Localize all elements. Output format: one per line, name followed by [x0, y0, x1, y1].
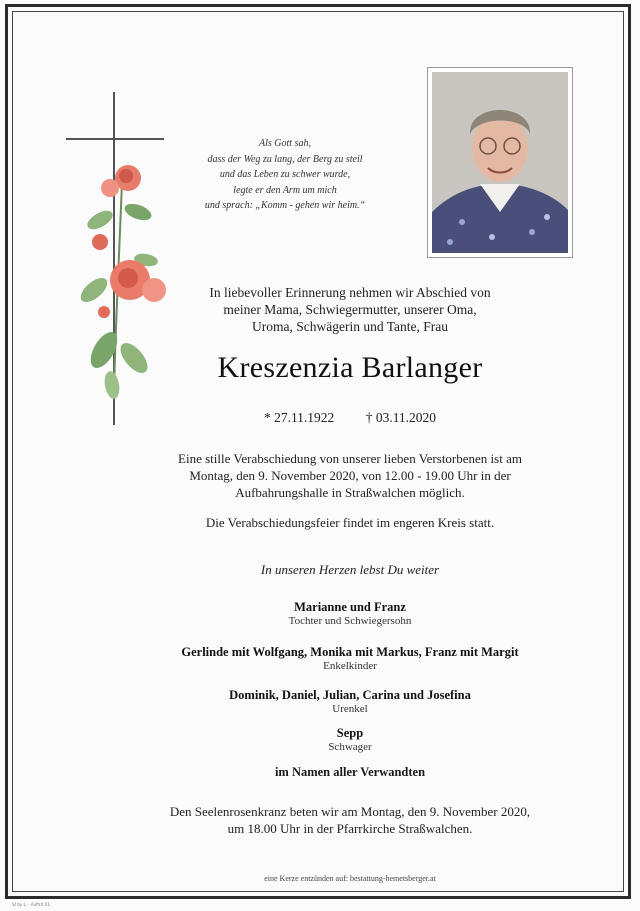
family-relation: Tochter und Schwiegersohn: [288, 615, 412, 627]
portrait-photo: [432, 72, 568, 253]
family-names: Dominik, Daniel, Julian, Carina und Josefina: [229, 688, 471, 702]
closing-text: im Namen aller Verwandten: [274, 765, 426, 779]
farewell-line: Aufbahrungshalle in Straßwalchen möglich.: [235, 485, 465, 500]
portrait-frame: [427, 67, 573, 258]
intro-line: Uroma, Schwägerin und Tante, Frau: [251, 319, 448, 334]
poem-line: und das Leben zu schwer wurde,: [219, 169, 351, 180]
family-relation: Enkelkinder: [323, 660, 377, 672]
death-date: † 03.11.2020: [365, 410, 437, 425]
poem-line: Als Gott sah,: [259, 138, 311, 149]
intro-text: [140, 284, 560, 335]
footer-link[interactable]: eine Kerze entzünden auf: bestattung-hemetsberger.at: [264, 874, 436, 883]
family-group: [140, 688, 560, 715]
farewell-text: [140, 450, 560, 501]
rosary-line: um 18.00 Uhr in der Pfarrkirche Straßwalchen.: [227, 821, 473, 836]
ceremony-text: Die Verabschiedungsfeier findet im engeren Kreis statt.: [205, 515, 495, 530]
deceased-name: Kreszenzia Barlanger: [217, 351, 483, 384]
intro-line: meiner Mama, Schwiegermutter, unserer Oma,: [223, 302, 477, 317]
poem-line: legte er den Arm um mich: [233, 184, 337, 196]
poem-line: dass der Weg zu lang, der Berg zu steil: [207, 153, 363, 165]
intro-line: In liebevoller Erinnerung nehmen wir Abschied von: [209, 285, 491, 300]
family-group: [110, 645, 590, 672]
family-group: [140, 726, 560, 753]
motto-text: In unseren Herzen lebst Du weiter: [260, 562, 440, 577]
cross-horizontal: [66, 138, 164, 140]
family-group: [140, 600, 560, 627]
farewell-line: Eine stille Verabschiedung von unserer lieben Verstorbenen ist am: [178, 451, 522, 466]
family-names: Gerlinde mit Wolfgang, Monika mit Markus, Franz mit Margit: [181, 645, 519, 659]
family-names: Marianne und Franz: [294, 600, 406, 614]
rosary-line: Den Seelenrosenkranz beten wir am Montag, den 9. November 2020,: [169, 804, 531, 819]
poem: [170, 136, 400, 214]
life-dates: [140, 410, 560, 426]
poem-line: und sprach: „Komm - gehen wir heim.“: [204, 200, 366, 211]
rosary-text: [120, 803, 580, 837]
birth-date: * 27.11.1922: [263, 410, 335, 425]
family-relation: Urenkel: [332, 703, 368, 715]
farewell-line: Montag, den 9. November 2020, von 12.00 - 19.00 Uhr in der: [189, 468, 511, 483]
family-names: Sepp: [336, 726, 364, 740]
print-mark: St by L. · Auftrit 01: [12, 902, 50, 907]
family-relation: Schwager: [328, 741, 372, 753]
